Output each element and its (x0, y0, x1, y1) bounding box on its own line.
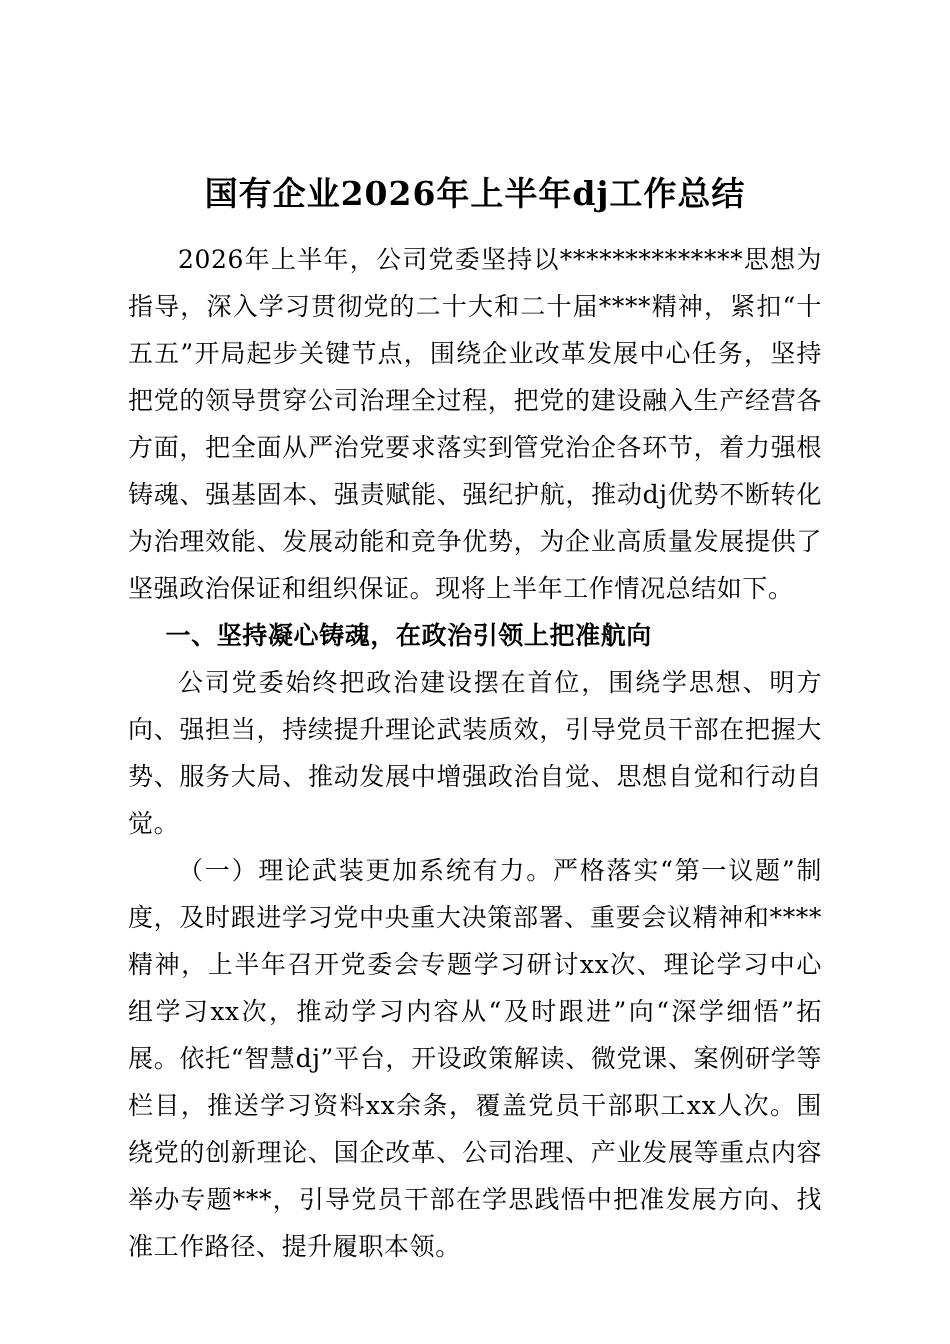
section-1-intro-paragraph: 公司党委始终把政治建设摆在首位，围绕学思想、明方向、强担当，持续提升理论武装质效，引导党员干部在把握大势、服务大局、推动发展中增强政治自觉、思想自觉和行动自觉。 (128, 668, 822, 838)
intro-paragraph: 2026年上半年，公司党委坚持以**************思想为指导，深入学习贯彻党的二十大和二十届****精神，紧扣“十五五”开局起步关键节点，围绕企业改革发展中心任务，坚持把党的领导贯穿公司治理全过程，把党的建设融入生产经营各方面，把全面从严治党要求落实到管党治企各环节，着力强根铸魂、强基固本、强责赋能、强纪护航，推动dj优势不断转化为治理效能、发展动能和竞争优势，为企业高质量发展提供了坚强政治保证和组织保证。现将上半年工作情况总结如下。 (128, 245, 822, 603)
document-title: 国有企业2026年上半年dj工作总结 (204, 174, 746, 213)
section-1-item-1-paragraph: （一）理论武装更加系统有力。严格落实“第一议题”制度，及时跟进学习党中央重大决策部署、重要会议精神和****精神，上半年召开党委会专题学习研讨xx次、理论学习中心组学习xx次，推动学习内容从“及时跟进”向“深学细悟”拓展。依托“智慧dj”平台，开设政策解读、微党课、案例研学等栏目，推送学习资料xx余条，覆盖党员干部职工xx人次。围绕党的创新理论、国企改革、公司治理、产业发展等重点内容举办专题***，引导党员干部在学思践悟中把准发展方向、找准工作路径、提升履职本领。 (128, 856, 822, 1261)
document-body (128, 236, 822, 1270)
section-1-heading: 一、坚持凝心铸魂，在政治引领上把准航向 (165, 621, 652, 650)
